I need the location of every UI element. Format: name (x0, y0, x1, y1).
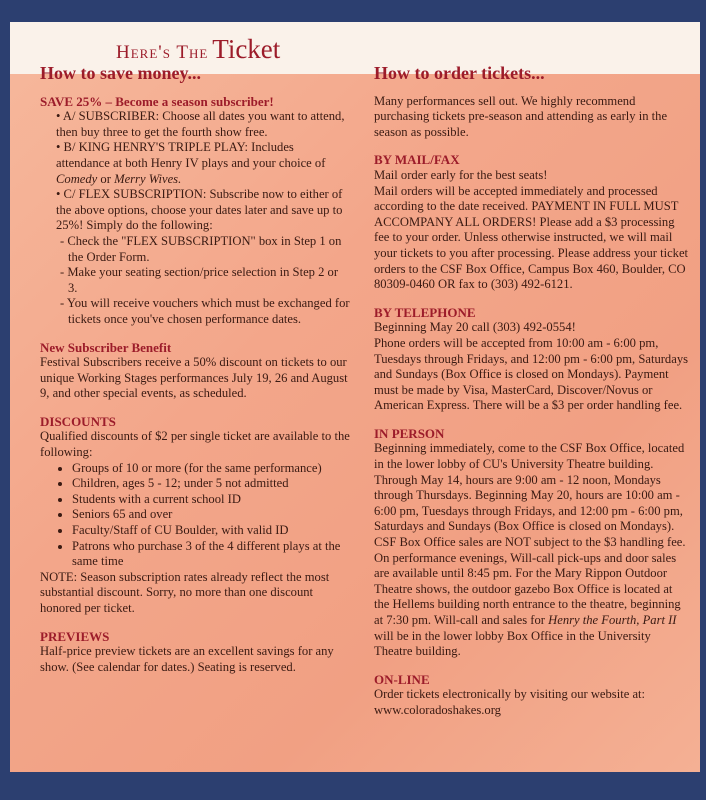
benefit-heading: New Subscriber Benefit (40, 339, 172, 355)
in-person-text-2: will be in the lower lobby Box Office in the University Theatre building. (374, 628, 651, 659)
option-b-comedy: Comedy (56, 171, 98, 186)
in-person-text-1: Beginning immediately, come to the CSF Box Office, located in the lower lobby of CU's University Theatre building. Through May 14, hours are 9:00 am - 12 noon, Mondays through Thursdays. Beginning May 20, hours are 10:00 am - 6:00 pm, Tuesdays through Fridays, and 12:00 pm - 6:00 pm, Saturdays and Sundays (Box Office is closed on Mondays). CSF Box Office sales are NOT subject to the $3 handling fee. On performance evenings, Will-call pick-ups and door sales are available until 8:45 pm. For the Mary Rippon Outdoor Theatre shows, the outdoor gazebo Box Office is located at the Hellems building north entrance to the theatre, beginning at 7:30 pm. Will-call and sales for (374, 441, 686, 627)
phone-line-1: Beginning May 20 call (303) 492-0554! (374, 320, 576, 335)
benefit-text: Festival Subscribers receive a 50% discount on tickets to our unique Working Stages performances July 19, 26 and August 9, and other special events, as scheduled. (40, 355, 348, 401)
online-text: Order tickets electronically by visiting our website at: www.coloradoshakes.org (374, 687, 646, 717)
option-c-step-1: - Check the "FLEX SUBSCRIPTION" box in Step 1 on the Order Form. (60, 233, 342, 264)
discounts-intro: Qualified discounts of $2 per single ticket are available to the following: (40, 429, 350, 460)
save-money-heading: How to save money... (40, 63, 201, 83)
benefit-section (40, 340, 350, 402)
in-person-heading: IN PERSON (374, 425, 445, 441)
list-item: • Faculty/Staff of CU Boulder, with valid ID (72, 523, 350, 539)
phone-heading: BY TELEPHONE (374, 304, 476, 320)
order-intro-section (374, 94, 690, 141)
in-person-play-title: Henry the Fourth, Part II (548, 613, 677, 627)
left-column (40, 63, 350, 687)
list-item: • Groups of 10 or more (for the same performance) (72, 461, 350, 477)
option-c-step-2: - Make your seating section/price selection in Step 2 or 3. (60, 265, 339, 295)
list-item: • Children, ages 5 - 12; under 5 not admitted (72, 476, 350, 492)
online-section (374, 672, 690, 719)
option-b-text: • B/ KING HENRY'S TRIPLE PLAY: Includes attendance at both Henry IV plays and your choice of (56, 140, 326, 170)
page-title (116, 34, 280, 65)
save-section (40, 94, 350, 328)
order-intro: Many performances sell out. We highly recommend purchasing tickets pre-season and attending as early in the season as possible. (374, 93, 668, 139)
list-item: • Seniors 65 and over (72, 507, 350, 523)
option-b (40, 140, 350, 187)
option-b-wives: Merry Wives. (114, 171, 182, 186)
list-item: • Patrons who purchase 3 of the 4 different plays at the same time (72, 539, 350, 570)
right-column (374, 63, 690, 731)
discounts-section (40, 414, 350, 617)
option-c-step-3: - You will receive vouchers which must be exchanged for tickets once you've chosen performance dates. (60, 296, 350, 326)
previews-heading: PREVIEWS (40, 628, 110, 644)
save-heading: SAVE 25% – Become a season subscriber! (40, 93, 274, 109)
list-item: • Students with a current school ID (72, 492, 350, 508)
discounts-note: NOTE: Season subscription rates already reflect the most substantial discount. Sorry, no more than one discount honored per ticket. (40, 569, 330, 615)
discounts-heading: DISCOUNTS (40, 413, 116, 429)
in-person-text (374, 441, 690, 659)
phone-section (374, 305, 690, 414)
online-heading: ON-LINE (374, 671, 430, 687)
title-main: Ticket (212, 34, 281, 64)
option-b-or: or (97, 171, 115, 186)
in-person-section (374, 426, 690, 660)
phone-line-2: Phone orders will be accepted from 10:00 am - 6:00 pm, Tuesdays through Fridays, and 12:00 pm - 6:00 pm, Saturdays and Sundays (Box Office is closed on Mondays). Payment must be made by Visa, MasterCard, Discover/Novus or American Express. There will be a $3 per order handling fee. (374, 335, 689, 413)
mail-line-1: Mail order early for the best seats! (374, 167, 548, 182)
mail-line-2: Mail orders will be accepted immediately and processed according to the date received. PAYMENT IN FULL MUST ACCOMPANY ALL ORDERS! Please add a $3 processing fee to your order. Unless otherwise instructed, we will mail your tickets to you after processing. Please address your ticket orders to the CSF Box Office, Campus Box 460, Boulder, CO 80309-0460 OR fax to (303) 492-6121. (374, 183, 689, 292)
previews-section (40, 629, 350, 676)
order-tickets-heading: How to order tickets... (374, 63, 545, 83)
title-prefix: Here's The (116, 42, 209, 63)
option-c: • C/ FLEX SUBSCRIPTION: Subscribe now to either of the above options, choose your dates later and save up to 25%! Simply do the following: (56, 187, 343, 233)
mail-heading: BY MAIL/FAX (374, 152, 460, 168)
option-a: • A/ SUBSCRIBER: Choose all dates you want to attend, then buy three to get the fourth show free. (56, 109, 345, 139)
previews-text: Half-price preview tickets are an excellent savings for any show. (See calendar for dates.) Seating is reserved. (40, 644, 334, 674)
discounts-list (40, 461, 350, 570)
mail-section (374, 152, 690, 292)
